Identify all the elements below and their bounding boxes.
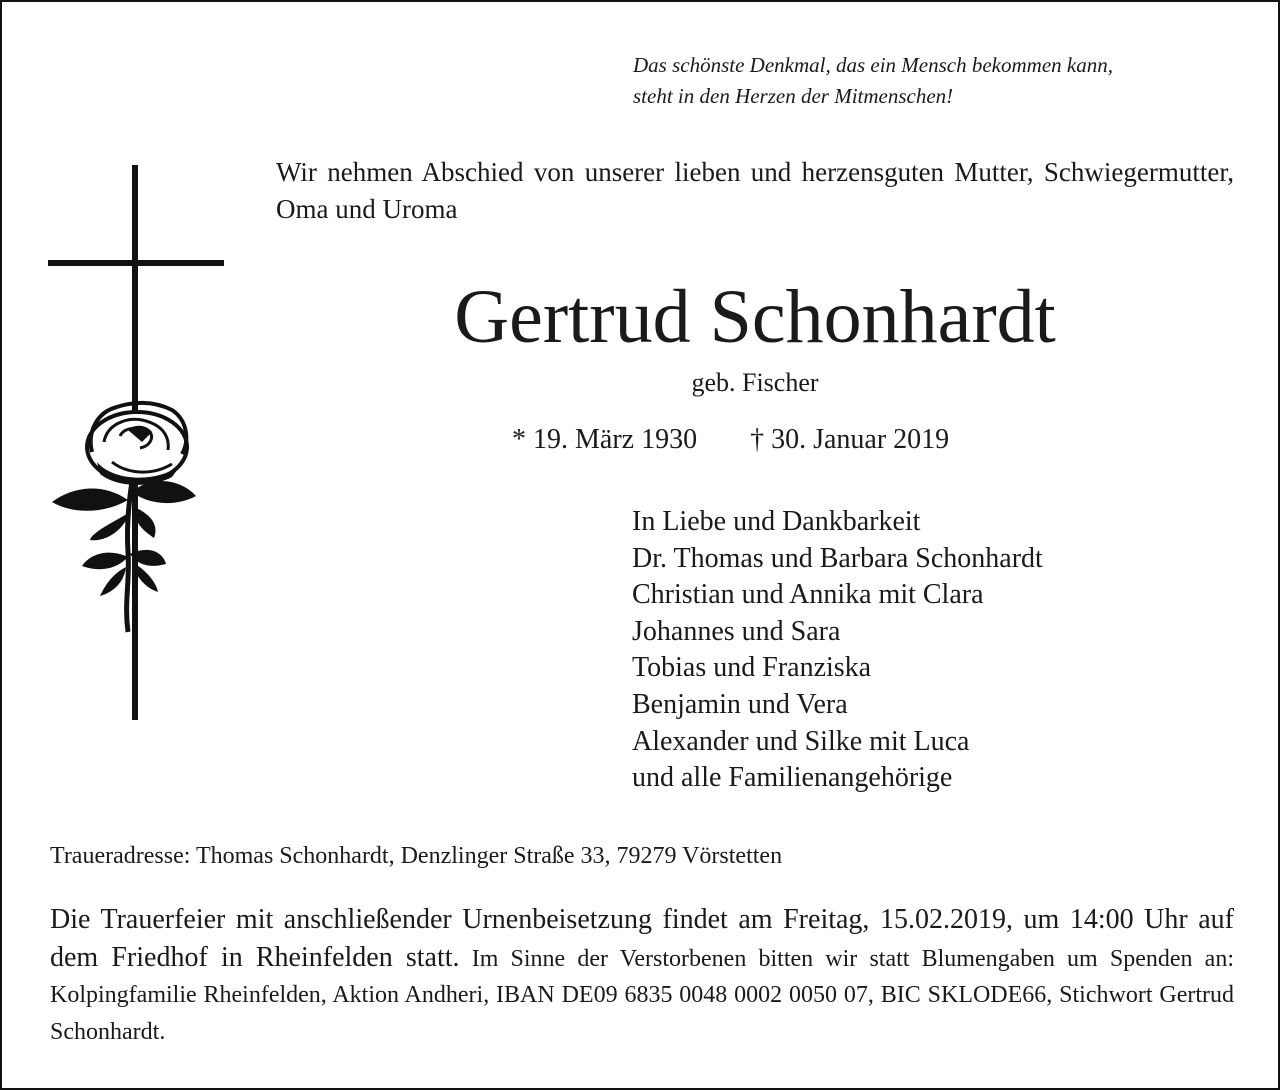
birth-date: * 19. März 1930 (512, 424, 698, 455)
intro-text: Wir nehmen Abschied von unserer lieben und herzensguten Mutter, Schwiegermutter, Oma und Uroma (276, 157, 1234, 224)
mourners-line: Christian und Annika mit Clara (632, 579, 984, 611)
life-dates (512, 422, 949, 458)
donation-request: Im Sinne der Verstorbenen bitten wir statt Blumengaben um Spenden an: Kolpingfamilie Rheinfelden, Aktion Andheri, IBAN DE09 6835 0048 0002 0050 07, BIC SKLODE66, Stichwort Gertrud Schonhardt. (50, 945, 1235, 1045)
mourners-line: Alexander und Silke mit Luca (632, 725, 970, 757)
born-name: geb. Fischer (691, 368, 819, 397)
ceremony-details: Die Trauerfeier mit anschließender Urnenbeisetzung findet am Freitag, 15.02.2019, um 14:00 Uhr auf dem Friedhof in Rheinfelden statt. (50, 904, 1234, 973)
mourners-list (632, 504, 1043, 797)
mourners-line: Tobias und Franziska (632, 652, 872, 684)
deceased-name: Gertrud Schonhardt (454, 275, 1056, 359)
cross-with-rose-icon (42, 162, 242, 732)
ceremony-info (50, 902, 1234, 1050)
motto-quote (633, 50, 1113, 112)
mourners-line: Benjamin und Vera (632, 688, 848, 720)
death-date: † 30. Januar 2019 (750, 424, 950, 455)
mourning-address: Traueradresse: Thomas Schonhardt, Denzlinger Straße 33, 79279 Vörstetten (50, 843, 783, 869)
motto-line-2: steht in den Herzen der Mitmenschen! (633, 84, 954, 108)
mourners-line: Johannes und Sara (632, 615, 841, 647)
motto-line-1: Das schönste Denkmal, das ein Mensch bekommen kann, (633, 53, 1113, 77)
mourners-line: Dr. Thomas und Barbara Schonhardt (632, 542, 1043, 574)
mourners-line: und alle Familienangehörige (632, 762, 953, 794)
mourners-line: In Liebe und Dankbarkeit (632, 506, 921, 537)
